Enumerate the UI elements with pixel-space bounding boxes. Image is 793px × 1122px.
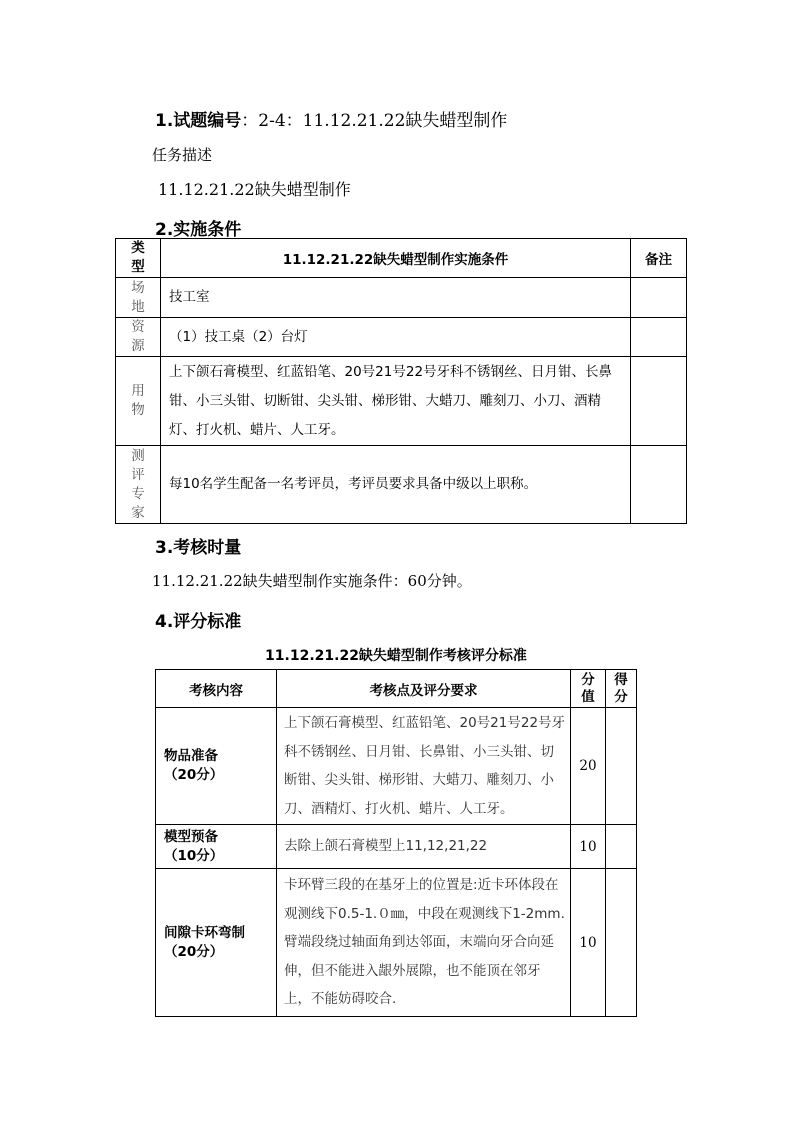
exam-duration-text: 11.12.21.22缺失蜡型制作实施条件：60分钟。	[152, 572, 472, 590]
header-content: 考核内容	[156, 670, 277, 708]
table-row	[116, 239, 687, 278]
conditions-table	[115, 238, 687, 524]
header-title: 11.12.21.22缺失蜡型制作实施条件	[161, 239, 631, 278]
row-type: 用物	[116, 357, 161, 446]
row-points: 10	[571, 825, 606, 869]
scoring-table-title: 11.12.21.22缺失蜡型制作考核评分标准	[265, 648, 527, 664]
row-note	[631, 318, 687, 357]
table-row	[116, 357, 687, 446]
task-description-label: 任务描述	[152, 146, 213, 164]
header-criteria: 考核点及评分要求	[277, 670, 571, 708]
row-score	[606, 825, 637, 869]
row-type: 场地	[116, 278, 161, 318]
row-points: 20	[571, 708, 606, 825]
table-row	[156, 670, 637, 708]
row-note	[631, 278, 687, 318]
row-criteria: 上下颌石膏模型、红蓝铅笔、20号21号22号牙科不锈钢丝、日月钳、长鼻钳、小三头钳、切断钳、尖头钳、梯形钳、大蜡刀、雕刻刀、小刀、酒精灯、打火机、蜡片、人工牙。	[277, 708, 571, 825]
row-content	[156, 869, 277, 1017]
row-content: 每10名学生配备一名考评员，考评员要求具备中级以上职称。	[161, 446, 631, 524]
row-type: 资源	[116, 318, 161, 357]
scoring-table	[155, 669, 637, 1017]
row-criteria: 去除上颌石膏模型上11,12,21,22	[277, 825, 571, 869]
test-number-label: 1.试题编号	[155, 111, 242, 131]
row-score	[606, 869, 637, 1017]
row-note	[631, 357, 687, 446]
implementation-conditions-heading: 2.实施条件	[155, 220, 242, 240]
row-content-title: 间隙卡环弯制	[164, 924, 245, 941]
row-content-title: 物品准备	[164, 748, 218, 764]
table-row	[156, 869, 637, 1017]
row-type: 测评专家	[116, 446, 161, 524]
row-score	[606, 708, 637, 825]
row-content	[156, 825, 277, 869]
row-content: 技工室	[161, 278, 631, 318]
row-content-sub: （20分）	[164, 943, 224, 960]
row-content-title: 模型预备	[164, 828, 218, 845]
row-points: 10	[571, 869, 606, 1017]
header-score: 得分	[606, 670, 637, 708]
table-row	[116, 278, 687, 318]
header-note: 备注	[631, 239, 687, 278]
header-type: 类型	[116, 239, 161, 278]
row-content: （1）技工桌（2）台灯	[161, 318, 631, 357]
row-content-sub: （20分）	[164, 767, 224, 783]
test-number-value: ：2-4：11.12.21.22缺失蜡型制作	[241, 111, 508, 131]
row-note	[631, 446, 687, 524]
header-points: 分值	[571, 670, 606, 708]
table-row	[116, 446, 687, 524]
row-criteria: 卡环臂三段的在基牙上的位置是:近卡环体段在观测线下0.5-1.０㎜，中段在观测线下1-2mm.臂端段绕过轴面角到达邻面，末端向牙合向延伸，但不能进入龈外展隙，也不能顶在邻牙上，不能妨碍咬合.	[277, 869, 571, 1017]
exam-duration-heading: 3.考核时量	[155, 538, 242, 558]
row-content	[156, 708, 277, 825]
scoring-criteria-heading: 4.评分标准	[155, 612, 242, 632]
row-content: 上下颌石膏模型、红蓝铅笔、20号21号22号牙科不锈钢丝、日月钳、长鼻钳、小三头钳、切断钳、尖头钳、梯形钳、大蜡刀、雕刻刀、小刀、酒精灯、打火机、蜡片、人工牙。	[161, 357, 631, 446]
table-row	[116, 318, 687, 357]
test-number-heading	[155, 106, 507, 131]
table-row	[156, 825, 637, 869]
task-description-text: 11.12.21.22缺失蜡型制作	[158, 180, 351, 199]
row-content-sub: （10分）	[164, 847, 224, 864]
table-row	[156, 708, 637, 825]
